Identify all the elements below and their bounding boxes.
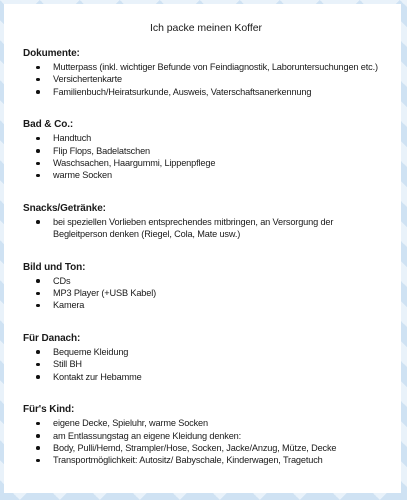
list-item: Still BH [23,358,389,370]
section-snacks-getraenke [23,203,389,241]
list-item: CDs [23,275,389,287]
section-heading: Bad & Co.: [23,119,74,131]
list-item: Familienbuch/Heiratsurkunde, Ausweis, Vaterschaftsanerkennung [23,86,389,98]
item-list [23,275,389,312]
list-item: Mutterpass (inkl. wichtiger Befunde von Feindiagnostik, Laboruntersuchungen etc.) [23,61,389,73]
section-bad-co [23,119,389,182]
section-heading: Für's Kind: [23,404,75,416]
section-bild-und-ton [23,262,389,312]
section-heading: Dokumente: [23,48,80,59]
list-item: Body, Pulli/Hemd, Strampler/Hose, Socken, Jacke/Anzug, Mütze, Decke [23,442,389,454]
item-list [23,132,389,182]
page-title: Ich packe meinen Koffer [150,22,262,34]
list-item: eigene Decke, Spieluhr, warme Socken [23,417,389,429]
list-item: warme Socken [23,169,389,181]
list-item: Transportmöglichkeit: Autositz/ Babyschale, Kinderwagen, Tragetuch [23,454,389,466]
list-item: Handtuch [23,132,389,144]
list-item: am Entlassungstag an eigene Kleidung denken: [23,430,389,442]
list-item: Bequeme Kleidung [23,346,389,358]
list-item: Kontakt zur Hebamme [23,371,389,383]
section-heading: Bild und Ton: [23,261,86,273]
item-list [23,417,389,467]
section-fuer-danach [23,333,389,383]
section-dokumente [23,48,389,98]
list-item: Waschsachen, Haargummi, Lippenpflege [23,157,389,169]
list-item: Kamera [23,299,389,311]
item-list [23,346,389,383]
checklist-sheet [4,4,401,493]
list-item: MP3 Player (+USB Kabel) [23,287,389,299]
list-item: Versichertenkarte [23,73,389,85]
list-item: bei speziellen Vorlieben entsprechendes mitbringen, an Versorgung der Begleitperson denken (Riegel, Cola, Mate usw.) [23,216,389,241]
section-heading: Für Danach: [23,332,81,344]
section-fuers-kind [23,404,389,467]
list-item: Flip Flops, Badelatschen [23,145,389,157]
item-list [23,216,389,241]
section-heading: Snacks/Getränke: [23,202,106,214]
item-list [23,61,389,98]
